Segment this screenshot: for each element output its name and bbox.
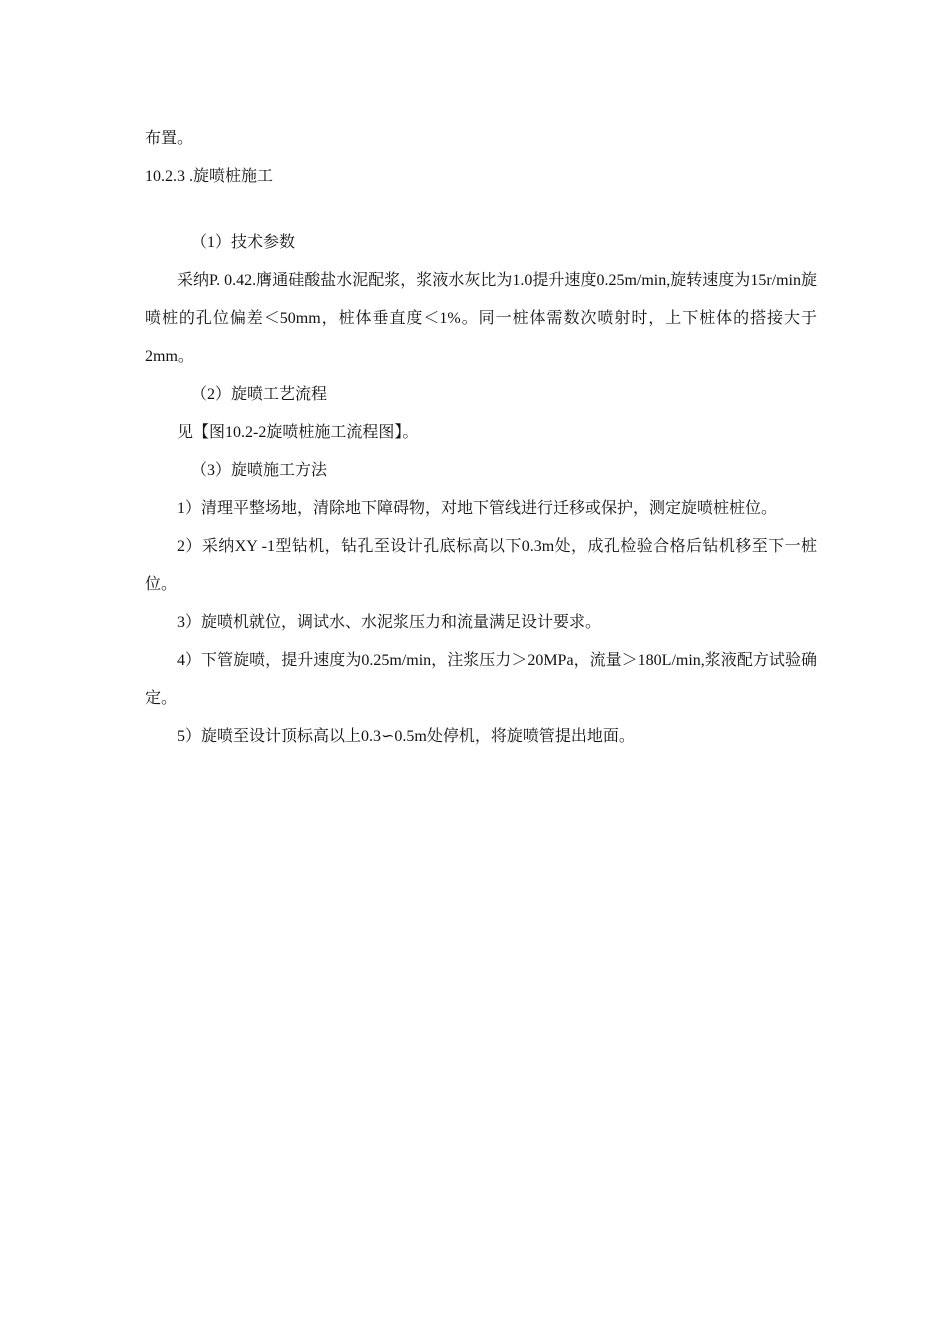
continuation-text: 布置。 xyxy=(145,130,194,147)
paragraph-technical-parameters: 采纳P. 0.42.膺通硅酸盐水泥配浆，浆液水灰比为1.0提升速度0.25m/min,旋转速度为15r/min旋喷桩的孔位偏差＜50mm，桩体垂直度＜1%。同一桩体需数次喷射时，上下桩体的搭接大于2mm。 xyxy=(145,272,817,365)
document-body xyxy=(145,120,817,756)
subsection-heading-construction-method: （3）旋喷施工方法 xyxy=(191,462,328,479)
step-5: 5）旋喷至设计顶标高以上0.3∽0.5m处停机，将旋喷管提出地面。 xyxy=(177,728,635,745)
step-4: 4）下管旋喷，提升速度为0.25m/min，注浆压力＞20MPa，流量＞180L/min,浆液配方试验确定。 xyxy=(145,652,817,707)
step-3: 3）旋喷机就位，调试水、水泥浆压力和流量满足设计要求。 xyxy=(177,614,602,631)
step-2: 2）采纳XY -1型钻机，钻孔至设计孔底标高以下0.3m处，成孔检验合格后钻机移至下一桩位。 xyxy=(145,538,817,593)
subsection-heading-technical-parameters: （1）技术参数 xyxy=(191,234,296,251)
spacer xyxy=(145,196,817,224)
section-heading: 10.2.3 .旋喷桩施工 xyxy=(145,168,274,185)
step-1: 1）清理平整场地，清除地下障碍物，对地下管线进行迁移或保护，测定旋喷桩桩位。 xyxy=(177,500,778,517)
subsection-heading-process-flow: （2）旋喷工艺流程 xyxy=(191,386,328,403)
paragraph-process-flow: 见【图10.2-2旋喷桩施工流程图】。 xyxy=(177,424,419,441)
